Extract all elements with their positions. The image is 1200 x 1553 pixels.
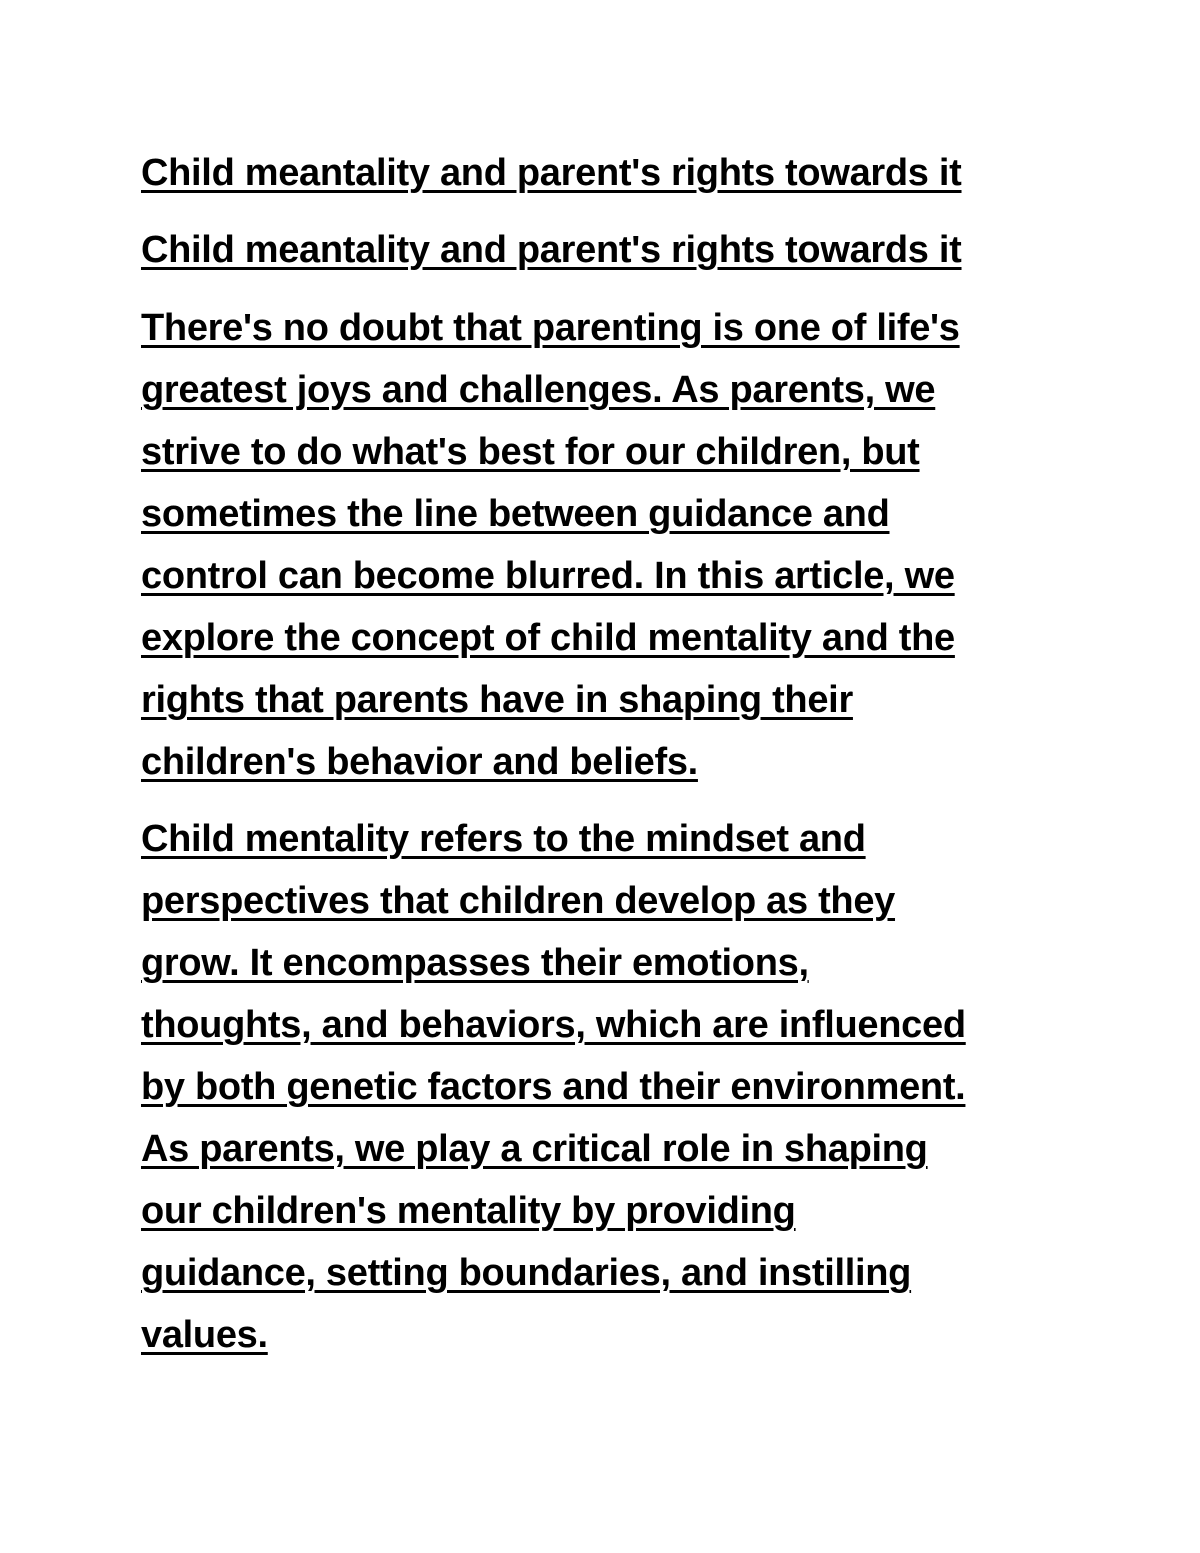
paragraph-intro: There's no doubt that parenting is one of life's greatest joys and challenges. As parents, we strive to do what's best for our children, but sometimes the line between guidance and control can become blurred. In this article, we explore the concept of child mentality and the rights that parents have in shaping their children's behavior and beliefs.	[141, 307, 960, 783]
paragraph-child-mentality: Child mentality refers to the mindset and perspectives that children develop as they grow. It encompasses their emotions, thoughts, and behaviors, which are influenced by both genetic factors and their environment. As parents, we play a critical role in shaping our children's mentality by providing guidance, setting boundaries, and instilling values.	[141, 818, 966, 1356]
document-body	[141, 146, 1066, 1381]
document-title: Child meantality and parent's rights towards it	[141, 152, 962, 194]
document-title-repeat: Child meantality and parent's rights towards it	[141, 229, 962, 271]
